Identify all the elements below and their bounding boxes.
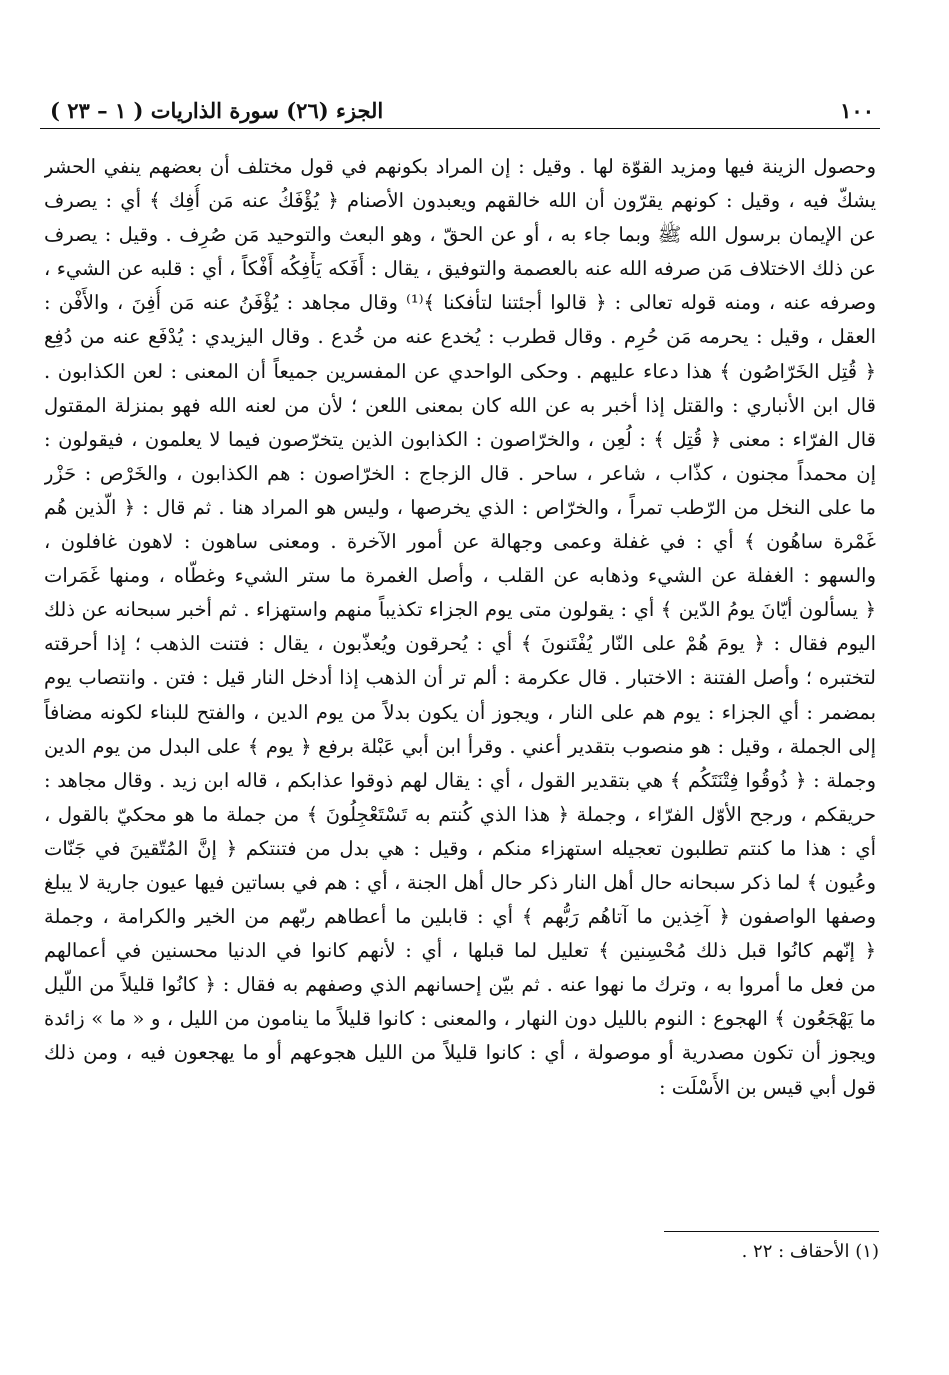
text-line: ويجوز أن تكون مصدرية أو موصولة ، أي : كانوا قليلاً من الليل هجوعهم أو ما يهجعون فيه ، ومن ذلك <box>44 1041 876 1065</box>
text-line: بمضمر : أي الجزاء : يوم هم على النار ، ويجوز أن يكون بدلاً من يوم الدين ، والفتح للبناء لكونه مضافاً <box>44 700 876 724</box>
text-line: قول أبي قيس بن الأَسْلَت : <box>658 1075 876 1099</box>
text-line: حريقكم ، ورجح الأوّل الفرّاء ، وجملة ﴿ هذا الذي كُنتم به تَسْتَعْجِلُونَ ﴾ من جملة ما هو محكيّ بالقول ، <box>44 802 876 826</box>
text-line: وجملة : ﴿ ذُوقُوا فِتْنَتَكُم ﴾ هي بتقدير القول ، أي : يقال لهم ذوقوا عذابكم ، قاله ابن زيد . وقال مجاهد : <box>44 768 876 792</box>
text-line: إلى الجملة ، وقيل : هو منصوب بتقدير أعني . وقرأ ابن أبي عَبْلة برفع ﴿ يوم ﴾ على البدل من يوم الدين <box>44 734 876 758</box>
text-line: ما يَهْجَعُون ﴾ الهجوع : النوم بالليل دون النهار ، والمعنى : كانوا قليلاً ما ينامون من الليل ، و « ما » زائدة <box>44 1007 876 1031</box>
text-line: اليوم فقال : ﴿ يومَ هُمْ على النّار يُفْتَنونَ ﴾ أي : يُحرقون ويُعذّبون ، يقال : فتنت الذهب ؛ إذا أحرقته <box>44 632 876 656</box>
text-line: والسهو : الغفلة عن الشيء وذهابه عن القلب ، وأصل الغمرة ما ستر الشيء وغطّاه ، ومنها غَمَرات <box>44 564 876 588</box>
text-line: غَمْرة ساهُون ﴾ أي : في غفلة وعمى وجهالة عن أمور الآخرة . ومعنى ساهون : لاهون غافلون ، <box>44 530 876 554</box>
footnote: (١) الأحقاف : ٢٢ . <box>741 1241 879 1262</box>
footnote-divider <box>664 1231 879 1232</box>
header-divider <box>40 128 880 129</box>
text-line: ﴿ يسألون أيّانَ يومُ الدّين ﴾ أي : يقولون متى يوم الجزاء تكذيباً منهم واستهزاء . ثم أخبر سبحانه عن ذلك <box>44 598 876 622</box>
text-line: عن الإيمان برسول الله ﷺ وبما جاء به ، أو عن الحقّ ، وهو البعث والتوحيد مَن صُرِف . وقيل : يصرف <box>44 223 876 247</box>
text-line: لتختبره ؛ وأصل الفتنة : الاختبار . قال عكرمة : ألم تر أن الذهب إذا أدخل النار قيل : فتن . وانتصاب يوم <box>44 666 876 690</box>
text-line: عن ذلك الاختلاف مَن صرفه الله عنه بالعصمة والتوفيق ، يقال : أَفَكه يَأْفِكُه أَفْكاً ، أي : قلبه عن الشيء ، <box>44 257 876 281</box>
text-line: ﴿ إنّهم كانُوا قبل ذلك مُحْسِنين ﴾ تعليل لما قبلها ، أي : لأنهم كانوا في الدنيا محسنين في أعمالهم <box>44 939 876 963</box>
text-line: أي : هذا ما كنتم تطلبون تعجيله استهزاء منكم ، وقيل : هي بدل من فتنتكم ﴿ إنَّ المُتّقينَ في جَنّات <box>44 836 876 860</box>
text-line: وحصول الزينة فيها ومزيد القوّة لها . وقيل : إن المراد بكونهم في قول مختلف أن بعضهم ينفي الحشر <box>44 155 876 178</box>
text-line: قال ابن الأنباري : والقتل إذا أخبر به عن الله كان بمعنى اللعن ؛ لأن من لعنه الله فهو بمنزلة المقتول <box>44 393 876 417</box>
page-header <box>40 96 880 130</box>
text-line: ﴿ قُتِل الخَرّاصُون ﴾ هذا دعاء عليهم . وحكى الواحدي عن المفسرين جميعاً أن المعنى : لعن الكذابون . <box>44 359 876 383</box>
running-title: الجزء (٢٦) سورة الذاريات ( ١ – ٢٣ ) <box>50 98 384 123</box>
text-line: من فعل ما أمروا به ، وترك ما نهوا عنه . ثم بيّن إحسانهم الذي وصفهم به فقال : ﴿ كانُوا قليلاً من اللّيل <box>44 973 876 997</box>
text-line: وصفها الواصفون ﴿ آخِذين ما آتاهُم رَبُّهم ﴾ أي : قابلين ما أعطاهم ربّهم من الخير والكرامة ، وجملة <box>44 905 876 929</box>
text-line: يشكّ فيه ، وقيل : كونهم يقرّون أن الله خالقهم ويعبدون الأصنام ﴿ يُؤْفَكُ عنه مَن أُفِك ﴾ أي : يصرف <box>44 189 876 213</box>
page-number: ١٠٠ <box>840 98 874 123</box>
body-text <box>44 150 876 1105</box>
text-line: إن محمداً مجنون ، كذّاب ، شاعر ، ساحر . قال الزجاج : الخرّاصون : هم الكذابون ، والخَرْص : حَزْر <box>44 461 876 485</box>
text-line: العقل ، وقيل : يحرمه مَن حُرِم . وقال قطرب : يُخدع عنه من خُدع . وقال اليزيدي : يُدْفَع عنه من دُفِع <box>44 325 876 349</box>
text-line: وعُيون ﴾ لما ذكر سبحانه حال أهل النار ذكر حال أهل الجنة ، أي : هم في بساتين فيها عيون جارية لا يبلغ <box>44 870 876 894</box>
text-line: وصرفه عنه ، ومنه قوله تعالى : ﴿ قالوا أجئتنا لتأفكنا ﴾⁽¹⁾ وقال مجاهد : يُؤْفَنُ عنه مَن أُفِنَ ، والأَفْن : <box>44 291 876 315</box>
text-line: ما على النخل من الرّطب تمراً ، والخرّاص : الذي يخرصها ، وليس هو المراد هنا . ثم قال : ﴿ الّذين هُم <box>44 495 876 519</box>
text-line: قال الفرّاء : معنى ﴿ قُتِل ﴾ : لُعِن ، والخرّاصون : الكذابون الذين يتخرّصون فيما لا يعلمون ، فيقولون : <box>44 427 876 451</box>
